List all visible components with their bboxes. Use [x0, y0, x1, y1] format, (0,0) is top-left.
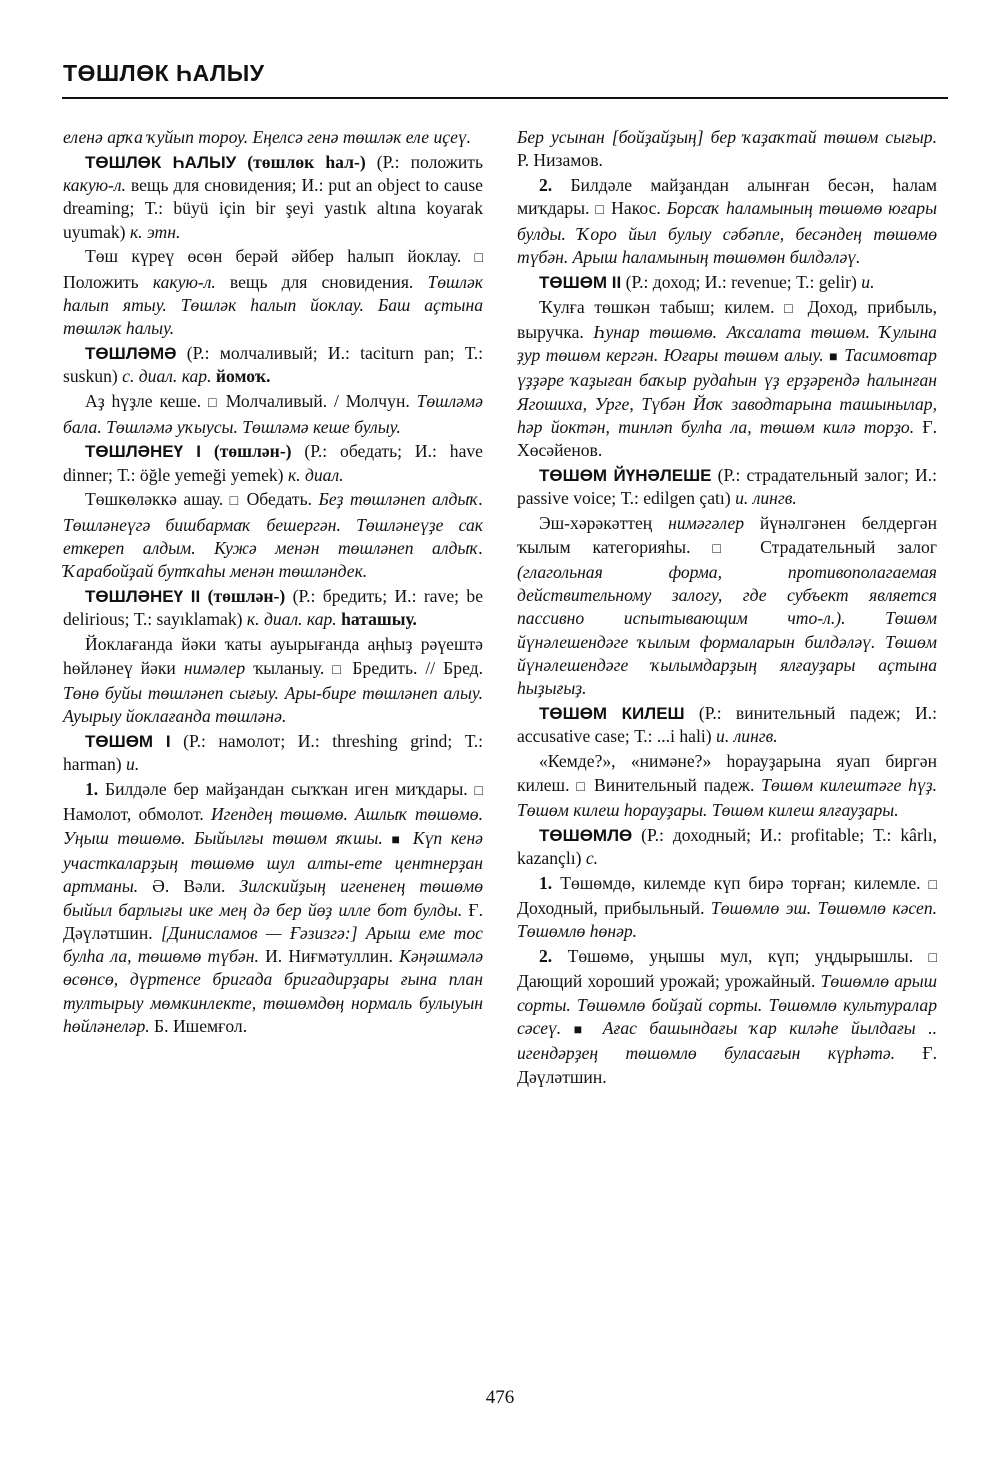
grammar-mark: с.	[585, 847, 599, 868]
text-span: Молчаливый. / Молчун.	[218, 391, 417, 412]
example-text: Төшөмлө арыш сорты. Төшөмлө бойҙай сорты. Төшөмлө культуралар сәсеү.	[517, 971, 937, 1038]
entry-paragraph	[63, 440, 483, 487]
text-span: Төш күреү өсөн берәй әйбер һалып йоклау.	[85, 246, 475, 267]
example-text: какую-л.	[152, 271, 216, 292]
header-rule	[62, 97, 948, 99]
text-span: Накос.	[605, 198, 667, 219]
text-span	[404, 828, 413, 848]
text-span: Төшкөләккә ашау.	[85, 489, 230, 510]
example-text: Борсаҡ һаламының төшөмө юғары булды. Ҡоро йыл булыу сәбәпле, бесәндең төшөмө түбән. Арыш һаламының төшөмөн билдәләү.	[517, 198, 937, 267]
square-marker: ■	[573, 1022, 591, 1038]
text-span: Ғ. Дәүләтшин.	[63, 899, 484, 943]
text-span: (Р.: доходный; И.: profitable; Т.: kârlı, kazançlı)	[517, 824, 937, 868]
text-span: Билдәле майҙандан алынған бесән, һалам миҡдары.	[517, 175, 937, 219]
text-span: (Р.: обедать; И.: have dinner; Т.: öğle yemeği yemek)	[63, 441, 483, 485]
example-text: Төшөм килештәге һүҙ. Төшөм килеш һорауҙары. Төшөм килеш ялғауҙары.	[517, 774, 937, 820]
headword: ТӨШӨМ I	[85, 731, 171, 751]
text-span: Доходный, прибыльный.	[517, 898, 711, 918]
text-span: (Р.: молчаливый; И.: taciturn pan; Т.: suskun)	[63, 343, 483, 387]
page-number: 476	[485, 1387, 515, 1408]
square-marker: ■	[829, 350, 839, 366]
entry-paragraph	[517, 464, 937, 511]
text-span: Обедать.	[240, 489, 319, 510]
entry-paragraph	[63, 126, 483, 149]
text-span: Ғ. Хөсәйенов.	[517, 417, 937, 461]
box-marker: □	[928, 877, 937, 893]
grammar-mark: к. диал.	[287, 464, 344, 485]
example-text: Төшләмә бала. Төшләмә уҡыусы. Төшләмә кеше булыу.	[63, 391, 483, 437]
text-span: (Р.: винительный падеж; И.: accusative case; Т.: ...i hali)	[517, 703, 937, 747]
example-text: [Динисламов — Ғәзизгә:] Арыш еме тос булһа ла, төшөмө түбән.	[63, 922, 483, 967]
headword: ТӨШЛӘНЕҮ II	[85, 587, 201, 607]
text-span: Ҡулға төшкән табыш; килем.	[539, 296, 785, 317]
text-span: Төшөмө, уңышы мул, күп; уңдырышлы.	[552, 946, 929, 967]
text-span: Положить	[63, 271, 153, 292]
entry-paragraph	[517, 271, 937, 294]
box-marker: □	[332, 662, 345, 678]
entry-paragraph	[63, 390, 483, 439]
text-span: Билдәле бер майҙандан сыҡҡан иген миҡдары.	[98, 779, 475, 800]
text-span: И. Ниғмәтуллин.	[258, 946, 400, 967]
entry-paragraph	[517, 126, 937, 173]
headword: ТӨШӨМ КИЛЕШ	[539, 704, 685, 724]
bold-text: (төшлән-)	[200, 441, 305, 462]
example-text: Игендең төшөмө. Ашлыҡ төшөмө. Уңыш төшөмө. Быйылғы төшөм яҡшы.	[63, 804, 483, 848]
text-span: Намолот, обмолот.	[63, 804, 211, 825]
entry-paragraph	[517, 174, 937, 269]
entry-paragraph	[517, 872, 937, 944]
example-text: Беҙ төшләнеп алдыҡ. Төшләнеүгә бишбармаҡ бешергән. Төшләнеүҙе сак еткереп алдым. Кужә менән төшләнеп алдыҡ. Ҡарабойҙай бутҡаһы менән төшләндек.	[63, 489, 484, 582]
text-span: Ә. Вәли.	[138, 876, 240, 897]
text-span: йүнәлгәнен белдергән ҡылым категорияһы.	[517, 513, 938, 557]
text-span: Аҙ һүҙле кеше.	[85, 391, 208, 412]
text-span: Доход, прибыль, выручка.	[517, 296, 937, 342]
example-text: Төшөмлө эш. Төшөмлө кәсеп. Төшөмлө һөнәр.	[517, 898, 938, 942]
entry-paragraph	[63, 730, 483, 777]
text-span: Эш-хәрәкәттең	[539, 513, 669, 534]
entry-paragraph	[63, 488, 483, 583]
headword: ТӨШӨМ ЙҮНӘЛЕШЕ	[539, 466, 712, 486]
box-marker: □	[928, 951, 937, 967]
entry-paragraph	[63, 151, 483, 244]
grammar-mark: и. лингв.	[716, 726, 778, 747]
text-span: Бредить. // Бред.	[344, 657, 483, 678]
text-span: Ғ. Дәүләтшин.	[517, 1043, 937, 1087]
bold-text: 2.	[539, 175, 553, 196]
bold-text: (төшлән-)	[200, 586, 293, 607]
example-text: (глагольная форма, противополагаемая действительному залогу, где субъект является пассивно испытывающим что-л.). Төшөм йүнәлешендәге ҡылым формаларын билдәләү. Төшөм йүнәлешендәге ҡылымдарҙың ялғауҙары аҫтына һыҙығыҙ.	[517, 561, 937, 699]
bold-text: 2.	[539, 946, 553, 967]
entry-paragraph	[517, 824, 937, 871]
example-text: Төнө буйы төшләнеп сығыу. Ары-бире төшләнеп алыу. Ауырыу йоклағанда төшләнә.	[63, 682, 483, 727]
entry-paragraph	[517, 512, 937, 700]
grammar-mark: с. диал. кар.	[122, 366, 212, 387]
grammar-mark: и.	[126, 754, 140, 775]
entry-paragraph	[517, 945, 937, 1089]
text-span: Р. Низамов.	[517, 150, 603, 171]
box-marker: □	[784, 301, 798, 317]
example-text: Һунар төшөмө. Аҡсалата төшөм. Ҡулына ҙур төшөм кергән. Юғары төшөм алыу.	[517, 321, 937, 366]
bold-text: һаташыу.	[336, 609, 417, 630]
headword: ТӨШӨМ II	[539, 272, 622, 292]
headword: ТӨШЛӘМӘ	[85, 344, 177, 364]
bold-text: 1.	[539, 872, 553, 893]
entry-paragraph	[63, 342, 483, 389]
entry-paragraph	[63, 633, 483, 728]
text-span	[561, 1018, 573, 1038]
text-span: ҡыланыу.	[245, 657, 333, 678]
text-span: (Р.: положить	[376, 151, 484, 172]
text-span: Винительный падеж.	[587, 774, 762, 795]
text-span: Йоклағанда йәки ҡаты ауырығанда аңһыҙ рәүештә һөйләнеү йәки	[63, 634, 483, 678]
running-head: ТӨШЛӨК ҺАЛЫУ	[63, 60, 265, 86]
example-text: Күп кенә участкаларҙың төшөмө шул алты-ете центнерҙан артманы.	[63, 827, 483, 897]
bold-text: (төшлөк һал-)	[236, 151, 377, 172]
headword: ТӨШӨМЛӨ	[539, 825, 633, 845]
example-text: какую-л.	[63, 175, 126, 196]
box-marker: □	[229, 494, 241, 510]
entry-paragraph	[63, 245, 483, 340]
text-span: Б. Ишемғол.	[149, 1015, 248, 1036]
entry-paragraph	[517, 702, 937, 749]
grammar-mark: и.	[861, 271, 875, 292]
entry-paragraph	[517, 296, 937, 463]
entry-paragraph	[517, 750, 937, 822]
box-marker: □	[576, 779, 588, 795]
headword: ТӨШЛӘНЕҮ I	[85, 442, 201, 462]
example-text: Ағас башындағы ҡар киләһе йылдағы .. игендәрҙең төшөмлө буласағын күрһәтә.	[517, 1017, 937, 1064]
text-span: (Р.: бредить; И.: rave; be delirious; Т.: sayıklamak)	[63, 586, 484, 630]
text-span: Төшөмдө, килемде күп бирә торған; килемле.	[552, 872, 929, 893]
text-span: вещь для сновидения.	[215, 271, 428, 292]
grammar-mark: и. лингв.	[735, 488, 797, 509]
right-column	[517, 126, 937, 1090]
headword: ТӨШЛӨК ҺАЛЫУ	[85, 152, 237, 172]
grammar-mark: к. этн.	[129, 221, 181, 242]
entry-paragraph	[63, 585, 483, 632]
text-span: (Р.: намолот; И.: threshing grind; Т.: harman)	[63, 730, 484, 775]
box-marker: □	[712, 541, 739, 557]
example-text: Төшләк һалып ятыу. Төшләк һалып йоклау. Баш аҫтына төшләк һалыу.	[63, 271, 484, 339]
box-marker: □	[595, 203, 606, 219]
box-marker: □	[207, 396, 219, 412]
text-span: вещь для сновидения; И.: put an object to cause dreaming; Т.: büyü için bir şeyi yastık altına koyarak uyumak)	[63, 175, 483, 242]
box-marker: □	[474, 251, 483, 267]
text-span: Дающий хороший урожай; урожайный.	[517, 971, 821, 992]
example-text: Бер усынан [бойҙайҙың] бер ҡаҙаҡтай төшөм сығыр.	[517, 127, 937, 147]
box-marker: □	[474, 784, 483, 800]
text-span: «Кемде?», «нимәне?» һорауҙарына яуап биргән килеш.	[517, 751, 937, 795]
text-span: (Р.: доход; И.: revenue; Т.: gelir)	[621, 271, 862, 292]
text-span	[590, 1018, 602, 1038]
example-text: Зилскийҙың игененең төшөмө быйыл барлығы ике мең дә бер йөҙ илле бот булды.	[63, 876, 483, 920]
example-text: Кәңәшмәлә өсөнсө, дүртенсе бригада бригадирҙары ғына план тултырыу мөмкинлекте, төшөмдөң нормаль булыуын һөйләнеләр.	[63, 946, 483, 1036]
bold-text: 1.	[85, 779, 99, 800]
left-column	[63, 126, 483, 1040]
example-text: нимәлер	[183, 657, 246, 678]
square-marker: ■	[391, 832, 405, 848]
grammar-mark: к. диал. кар.	[246, 609, 337, 630]
example-text: Тасимовтар үҙҙәре ҡаҙыған баҡыр рудаһын үҙ ерҙәрендә һалынған Ягошиха, Урге, Түбән Йоҡ заводтарына ташынылар, һәр йоктән, тинләп булһа ла, төшөм килә торҙо.	[517, 345, 937, 438]
text-span: (Р.: страдательный залог; И.: passive voice; Т.: edilgen çatı)	[517, 465, 937, 509]
bold-text: йомоҡ.	[211, 366, 271, 387]
entry-paragraph	[63, 778, 483, 1038]
example-text: еленә арҡа ҡуйып тороу. Еңелсә генә төшләк еле иҫеү.	[63, 127, 472, 147]
example-text: нимәгәлер	[668, 513, 745, 534]
text-span: Страдательный залог	[738, 536, 937, 557]
